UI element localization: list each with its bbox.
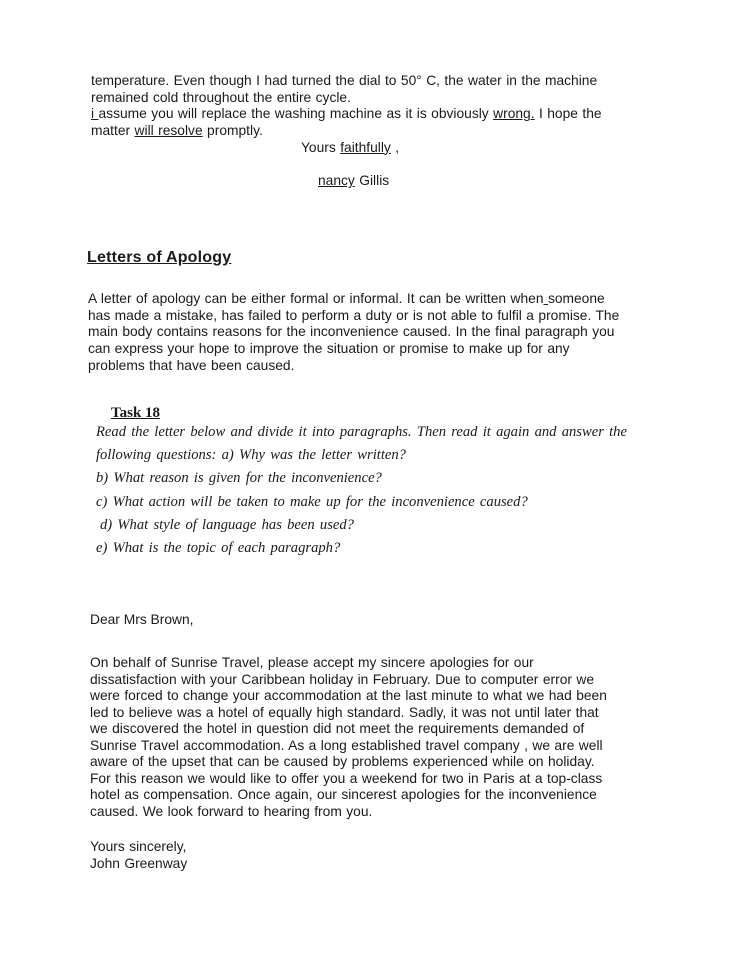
- text-line: can express your hope to improve the situation or promise to make up for any: [88, 341, 570, 357]
- text-line: we discovered the hotel in question did not meet the requirements demanded of: [90, 721, 585, 736]
- text-line: d) What style of language has been used?: [100, 516, 354, 533]
- text-line: Sunrise Travel accommodation. As a long established travel company , we are well: [90, 737, 603, 753]
- text-line: [91, 157, 691, 174]
- text-line: remained cold throughout the entire cycle.: [91, 89, 351, 105]
- text-line: matter will resolve promptly.: [91, 123, 263, 139]
- section-heading: Letters of Apology: [87, 249, 232, 266]
- text-line: has made a mistake, has failed to perform a duty or is not able to fulfil a promise. The: [88, 307, 620, 323]
- text-line: Yours sincerely,: [90, 839, 187, 854]
- text-line: John Greenway: [90, 856, 188, 871]
- text-line: hotel as compensation. Once again, our sincerest apologies for the inconvenience: [90, 787, 597, 802]
- text-line: temperature. Even though I had turned the dial to 50° C, the water in the machine: [91, 73, 598, 88]
- text-line: c) What action will be taken to make up for the inconvenience caused?: [96, 493, 528, 510]
- letter-salutation: Dear Mrs Brown,: [90, 612, 194, 627]
- task-heading: Task 18: [111, 405, 161, 421]
- text-line: For this reason we would like to offer you a weekend for two in Paris at a top-class: [90, 770, 603, 786]
- complaint-letter-excerpt: [91, 73, 691, 190]
- text-line: A letter of apology can be either formal or informal. It can be written when someone: [88, 291, 605, 306]
- text-line: e) What is the topic of each paragraph?: [96, 540, 341, 557]
- text-line: Read the letter below and divide it into paragraphs. Then read it again and answer the: [96, 424, 627, 440]
- text-line: problems that have been caused.: [88, 357, 295, 373]
- text-line: following questions: a) Why was the letter written?: [96, 447, 406, 464]
- text-line: main body contains reasons for the inconvenience caused. In the final paragraph you: [88, 324, 615, 340]
- text-line: were forced to change your accommodation at the last minute to what we had been: [90, 688, 607, 703]
- text-line: nancy Gillis: [318, 173, 390, 189]
- text-line: b) What reason is given for the inconvenience?: [96, 470, 382, 487]
- intro-paragraph: [88, 291, 688, 375]
- text-line: On behalf of Sunrise Travel, please accept my sincere apologies for our: [90, 655, 534, 670]
- text-line: i assume you will replace the washing machine as it is obviously wrong. I hope the: [91, 106, 602, 122]
- letter-body: [90, 655, 690, 820]
- task-instructions: [96, 421, 696, 560]
- text-line: Yours faithfully ,: [301, 139, 400, 155]
- text-line: dissatisfaction with your Caribbean holiday in February. Due to computer error we: [90, 671, 595, 687]
- text-line: caused. We look forward to hearing from you.: [90, 803, 373, 819]
- text-line: led to believe was a hotel of equally high standard. Sadly, it was not until later that: [90, 704, 599, 720]
- letter-closing: [90, 838, 187, 872]
- text-line: aware of the upset that can be caused by problems experienced while on holiday.: [90, 754, 595, 769]
